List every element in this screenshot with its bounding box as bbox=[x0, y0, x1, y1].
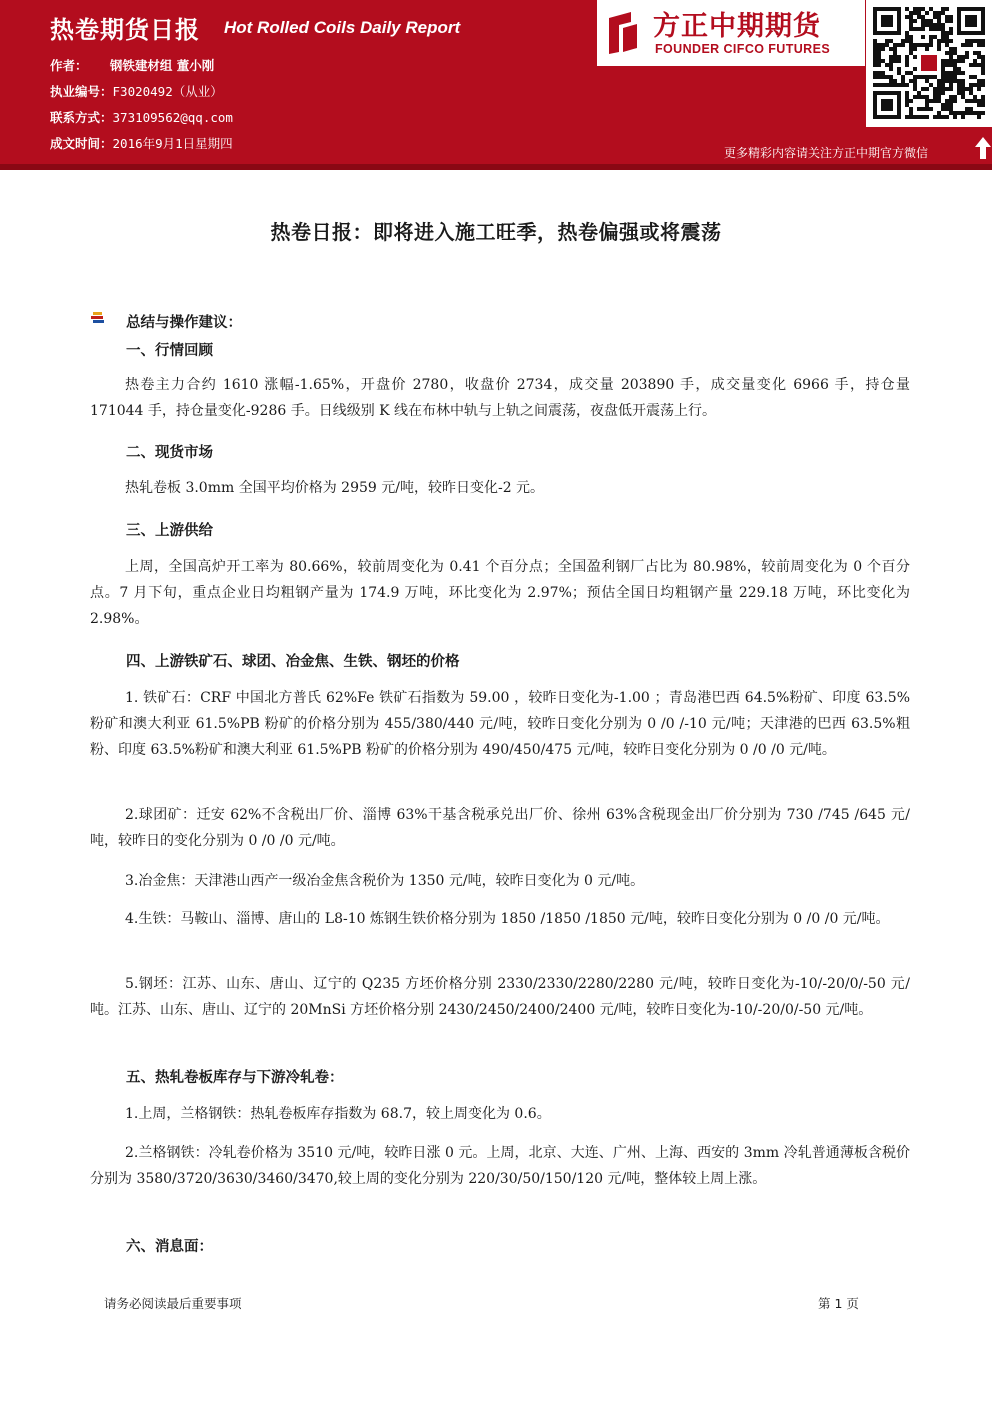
author-value: 钢铁建材组 董小刚 bbox=[109, 58, 215, 73]
follow-wechat-text: 更多精彩内容请关注方正中期官方微信 bbox=[724, 146, 929, 160]
contact-value: 373109562@qq.com bbox=[112, 110, 233, 125]
paragraph-upstream-supply: 上周，全国高炉开工率为 80.66%，较前周变化为 0.41 个百分点；全国盈利钢厂占比为 80.98%，较前周变化为 0 个百分点。7 月下旬，重点企业日均粗钢产量为 174.9 万吨，环比变化为 2.97%；预估全国日均粗钢产量 229.18 万吨，环比变化为 2.98%。 bbox=[90, 559, 910, 627]
page-number: 第 1 页 bbox=[818, 1296, 859, 1311]
author-line bbox=[50, 56, 214, 74]
paragraph-spot-market: 热轧卷板 3.0mm 全国平均价格为 2959 元/吨，较昨日变化-2 元。 bbox=[125, 480, 545, 496]
stack-bullet-icon bbox=[90, 311, 106, 325]
paragraph-pig-iron: 4.生铁：马鞍山、淄博、唐山的 L8-10 炼钢生铁价格分别为 1850 /1850 /1850 元/吨，较昨日变化分别为 0 /0 /0 元/吨。 bbox=[125, 911, 890, 927]
date-value: 2016年9月1日星期四 bbox=[112, 136, 233, 151]
section-heading-market-review: 一、行情回顾 bbox=[126, 343, 213, 359]
paragraph-iron-ore: 1. 铁矿石：CRF 中国北方普氏 62%Fe 铁矿石指数为 59.00 ，较昨日变化为-1.00 ；青岛港巴西 64.5%粉矿、印度 63.5%粉矿和澳大利亚 61.5%PB 粉矿的价格分别为 455/380/440 元/吨，较昨日变化分别为 0 /0 /-10 元/吨；天津港的巴西 63.5%粗粉、印度 63.5%粉矿和澳大利亚 61.5%PB 粉矿的价格分别为 490/450/475 元/吨，较昨日变化分别为 0 /0 /0 元/吨。 bbox=[90, 690, 910, 758]
document-title: 热卷日报：即将进入施工旺季，热卷偏强或将震荡 bbox=[270, 220, 722, 244]
qr-code-icon bbox=[866, 0, 992, 127]
paragraph-inventory-index: 1.上周，兰格钢铁：热轧卷板库存指数为 68.7，较上周变化为 0.6。 bbox=[125, 1106, 551, 1122]
company-logo bbox=[597, 0, 865, 66]
founder-logo-icon bbox=[605, 10, 641, 54]
section-heading-news: 六、消息面： bbox=[126, 1239, 213, 1255]
paragraph-coke: 3.冶金焦：天津港山西产一级冶金焦含税价为 1350 元/吨，较昨日变化为 0 元/吨。 bbox=[125, 873, 645, 889]
paragraph-pellets: 2.球团矿：迁安 62%不含税出厂价、淄博 63%干基含税承兑出厂价、徐州 63%含税现金出厂价分别为 730 /745 /645 元/吨，较昨日的变化分别为 0 /0 /0 元/吨。 bbox=[90, 807, 910, 849]
license-line bbox=[50, 82, 223, 100]
section-heading-spot-market: 二、现货市场 bbox=[126, 445, 213, 461]
license-value: F3020492（从业） bbox=[112, 84, 223, 99]
paragraph-market-review: 热卷主力合约 1610 涨幅-1.65%，开盘价 2780，收盘价 2734，成交量 203890 手，成交量变化 6966 手，持仓量 171044 手，持仓量变化-9286 手。日线级别 K 线在布林中轨与上轨之间震荡，夜盘低开震荡上行。 bbox=[90, 377, 910, 419]
paragraph-billet: 5.钢坯：江苏、山东、唐山、辽宁的 Q235 方坯价格分别 2330/2330/2280/2280 元/吨，较昨日变化为-10/-20/0/-50 元/吨。江苏、山东、唐山、辽宁的 20MnSi 方坯价格分别 2430/2450/2400/2400 元/吨，较昨日变化为-10/-20/0/-50 元/吨。 bbox=[90, 976, 910, 1018]
wechat-qr-code bbox=[866, 0, 992, 127]
contact-line bbox=[50, 108, 233, 126]
header-divider bbox=[0, 164, 992, 170]
logo-name-en: FOUNDER CIFCO FUTURES bbox=[655, 42, 831, 56]
up-arrow-icon bbox=[974, 136, 992, 160]
date-label: 成文时间： bbox=[50, 136, 113, 151]
logo-name-cn: 方正中期期货 bbox=[653, 11, 821, 42]
date-line bbox=[50, 134, 233, 152]
section-heading-upstream-prices: 四、上游铁矿石、球团、冶金焦、生铁、钢坯的价格 bbox=[126, 654, 460, 670]
paragraph-cold-rolled: 2.兰格钢铁：冷轧卷价格为 3510 元/吨，较昨日涨 0 元。上周，北京、大连、广州、上海、西安的 3mm 冷轧普通薄板含税价分别为 3580/3720/3630/3460/3470,较上周的变化分别为 220/30/50/150/120 元/吨，整体较上周上涨。 bbox=[90, 1145, 910, 1187]
section-heading-inventory: 五、热轧卷板库存与下游冷轧卷： bbox=[126, 1070, 344, 1086]
footer-notice: 请务必阅读最后重要事项 bbox=[104, 1296, 242, 1311]
license-label: 执业编号： bbox=[50, 84, 113, 99]
report-title-en: Hot Rolled Coils Daily Report bbox=[224, 18, 461, 37]
contact-label: 联系方式： bbox=[50, 110, 113, 125]
report-title-cn: 热卷期货日报 bbox=[50, 16, 200, 44]
author-label: 作者： bbox=[50, 58, 88, 73]
report-header bbox=[0, 0, 992, 164]
section-heading-upstream-supply: 三、上游供给 bbox=[126, 523, 213, 539]
summary-heading: 总结与操作建议： bbox=[126, 315, 242, 331]
